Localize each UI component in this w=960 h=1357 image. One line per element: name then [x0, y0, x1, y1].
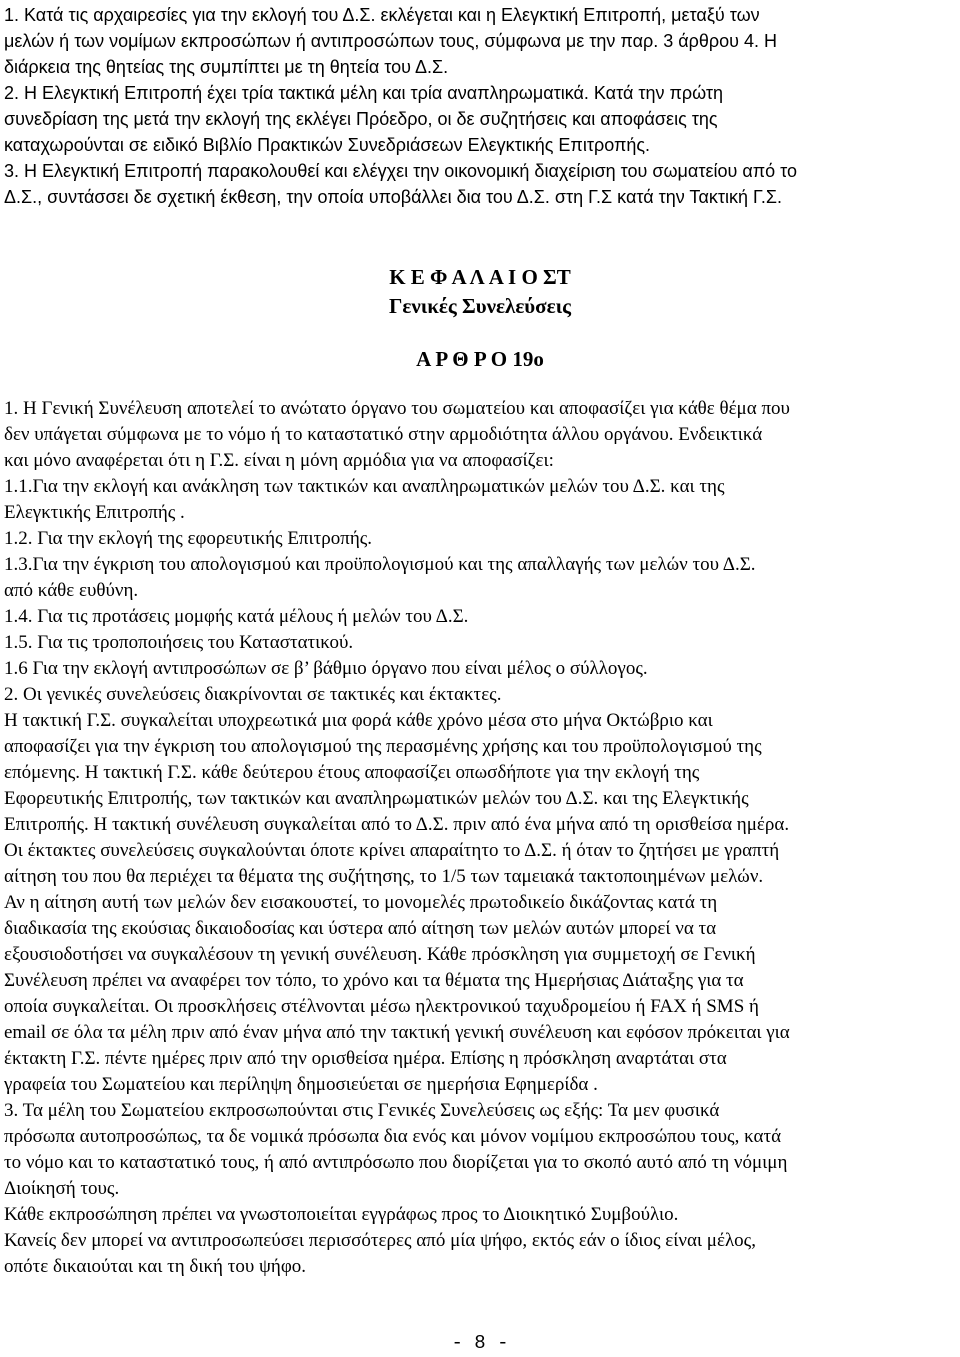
text-line: Αν η αίτηση αυτή των μελών δεν εισακουστεί, το μονομελές πρωτοδικείο δικάζοντας κατά τη [4, 892, 718, 913]
text-line: Διοίκησή τους. [4, 1178, 120, 1199]
text-line: 1.1.Για την εκλογή και ανάκληση των τακτικών και αναπληρωματικών μελών του Δ.Σ. και της [4, 476, 725, 497]
text-line: 2. Οι γενικές συνελεύσεις διακρίνονται σε τακτικές και έκτακτες. [4, 684, 502, 705]
page-number: - 8 - [451, 1332, 509, 1354]
text-line: δεν υπάγεται σύμφωνα με το νόμο ή το καταστατικό στην αρμοδιότητα άλλου οργάνου. Ενδεικτικά [4, 424, 763, 445]
text-line: 1.5. Για τις τροποποιήσεις του Καταστατικού. [4, 632, 354, 653]
text-line: 1.3.Για την έγκριση του απολογισμού και προϋπολογισμού και της απαλλαγής των μελών του Δ.Σ. [4, 554, 756, 575]
text-line: οποία συγκαλείται. Οι προσκλήσεις στέλνονται μέσω ηλεκτρονικού ταχυδρομείου ή FAX ή SMS ή [4, 996, 759, 1017]
text-line: 1.4. Για τις προτάσεις μομφής κατά μέλους ή μελών του Δ.Σ. [4, 606, 469, 627]
text-line: μελών ή των νομίμων εκπροσώπων ή αντιπροσώπων τους, σύμφωνα με την παρ. 3 άρθρου 4. Η [4, 31, 777, 51]
text-line: οπότε δικαιούται και τη δική του ψήφο. [4, 1256, 307, 1277]
text-line: 1. Η Γενική Συνέλευση αποτελεί το ανώτατο όργανο του σωματείου και αποφασίζει για κάθε θέμα που [4, 398, 790, 419]
text-line: Συνέλευση πρέπει να αναφέρει τον τόπο, το χρόνο και τα θέματα της Ημερήσιας Διάταξης για τα [4, 970, 744, 991]
text-line: Ελεγκτικής Επιτροπής . [4, 502, 185, 523]
text-line: Κάθε εκπροσώπηση πρέπει να γνωστοποιείται εγγράφως προς το Διοικητικό Συμβούλιο. [4, 1204, 679, 1225]
text-line: 1.6 Για την εκλογή αντιπροσώπων σε β’ βάθμιο όργανο που είναι μέλος ο σύλλογος. [4, 658, 648, 679]
text-line: Δ.Σ., συντάσσει δε σχετική έκθεση, την οποία υποβάλλει δια του Δ.Σ. στη Γ.Σ κατά την Τακτική Γ.Σ. [4, 187, 783, 207]
text-line: Οι έκτακτες συνελεύσεις συγκαλούνται όποτε κρίνει απαραίτητο το Δ.Σ. ή όταν το ζητήσει με γραπτή [4, 840, 780, 861]
text-line: γραφεία του Σωματείου και περίληψη δημοσιεύεται σε ημερήσια Εφημερίδα . [4, 1074, 598, 1095]
article-heading: Α Ρ Θ Ρ Ο 19ο [416, 347, 544, 371]
text-line: Η τακτική Γ.Σ. συγκαλείται υποχρεωτικά μια φορά κάθε χρόνο μέσα στο μήνα Οκτώβριο και [4, 710, 713, 731]
text-line: Επιτροπής. Η τακτική συνέλευση συγκαλείται από το Δ.Σ. πριν από ένα μήνα από τη ορισθείσα ημέρα. [4, 814, 790, 835]
text-line: 2. Η Ελεγκτική Επιτροπή έχει τρία τακτικά μέλη και τρία αναπληρωματικά. Κατά την πρώτη [4, 83, 724, 103]
text-line: και μόνο αναφέρεται ότι η Γ.Σ. είναι η μόνη αρμόδια για να αποφασίζει: [4, 450, 554, 471]
text-line: εξουσιοδοτήσει να συγκαλέσουν τη γενική συνέλευση. Κάθε πρόσκληση για συμμετοχή σε Γενική [4, 944, 756, 965]
chapter-title: Γενικές Συνελεύσεις [389, 294, 571, 318]
text-line: καταχωρούνται σε ειδικό Βιβλίο Πρακτικών Συνεδριάσεων Ελεγκτικής Επιτροπής. [4, 135, 651, 155]
text-line: 1.2. Για την εκλογή της εφορευτικής Επιτροπής. [4, 528, 373, 549]
text-line: Εφορευτικής Επιτροπής, των τακτικών και αναπληρωματικών μελών του Δ.Σ. και της Ελεγκτικής [4, 788, 749, 809]
text-line: αποφασίζει για την έγκριση του απολογισμού της περασμένης χρήσης και του προϋπολογισμού της [4, 736, 762, 757]
chapter-label: Κ Ε Φ Α Λ Α Ι Ο ΣΤ [389, 265, 571, 289]
text-line: 3. Τα μέλη του Σωματείου εκπροσωπούνται στις Γενικές Συνελεύσεις ως εξής: Τα μεν φυσικά [4, 1100, 720, 1121]
text-line: το νόμο και το καταστατικό τους, ή από αντιπρόσωπο που διορίζεται για το σκοπό αυτό από τη νόμιμη [4, 1152, 788, 1173]
text-line: διαδικασία της εκούσιας δικαιοδοσίας και ύστερα από αίτηση των μελών αυτών μπορεί να τα [4, 918, 717, 939]
text-line: πρόσωπα αυτοπροσώπως, τα δε νομικά πρόσωπα δια ενός και μόνον νομίμου εκπροσώπου τους, κατά [4, 1126, 782, 1147]
text-line: συνεδρίαση της μετά την εκλογή της εκλέγει Πρόεδρο, οι δε συζητήσεις και αποφάσεις της [4, 109, 718, 129]
text-line: αίτηση του που θα περιέχει τα θέματα της συζήτησης, το 1/5 των ταμειακά τακτοποιημένων μελών. [4, 866, 764, 887]
text-line: email σε όλα τα μέλη πριν από έναν μήνα από την τακτική γενική συνέλευση και εφόσον πρόκειται για [4, 1022, 790, 1043]
text-line: από κάθε ευθύνη. [4, 580, 139, 601]
text-line: 3. Η Ελεγκτική Επιτροπή παρακολουθεί και ελέγχει την οικονομική διαχείριση του σωματείου από το [4, 161, 798, 181]
text-line: έκτακτη Γ.Σ. πέντε ημέρες πριν από την ορισθείσα ημέρα. Επίσης η πρόσκληση αναρτάται στα [4, 1048, 727, 1069]
text-line: Κανείς δεν μπορεί να αντιπροσωπεύσει περισσότερες από μία ψήφο, εκτός εάν ο ίδιος είναι μέλος, [4, 1230, 756, 1251]
text-line: 1. Κατά τις αρχαιρεσίες για την εκλογή του Δ.Σ. εκλέγεται και η Ελεγκτική Επιτροπή, μεταξύ των [4, 5, 760, 25]
text-line: επόμενης. Η τακτική Γ.Σ. κάθε δεύτερου έτους αποφασίζει οπωσδήποτε για την εκλογή της [4, 762, 700, 783]
text-line: διάρκεια της θητείας της συμπίπτει με τη θητεία του Δ.Σ. [4, 57, 449, 77]
